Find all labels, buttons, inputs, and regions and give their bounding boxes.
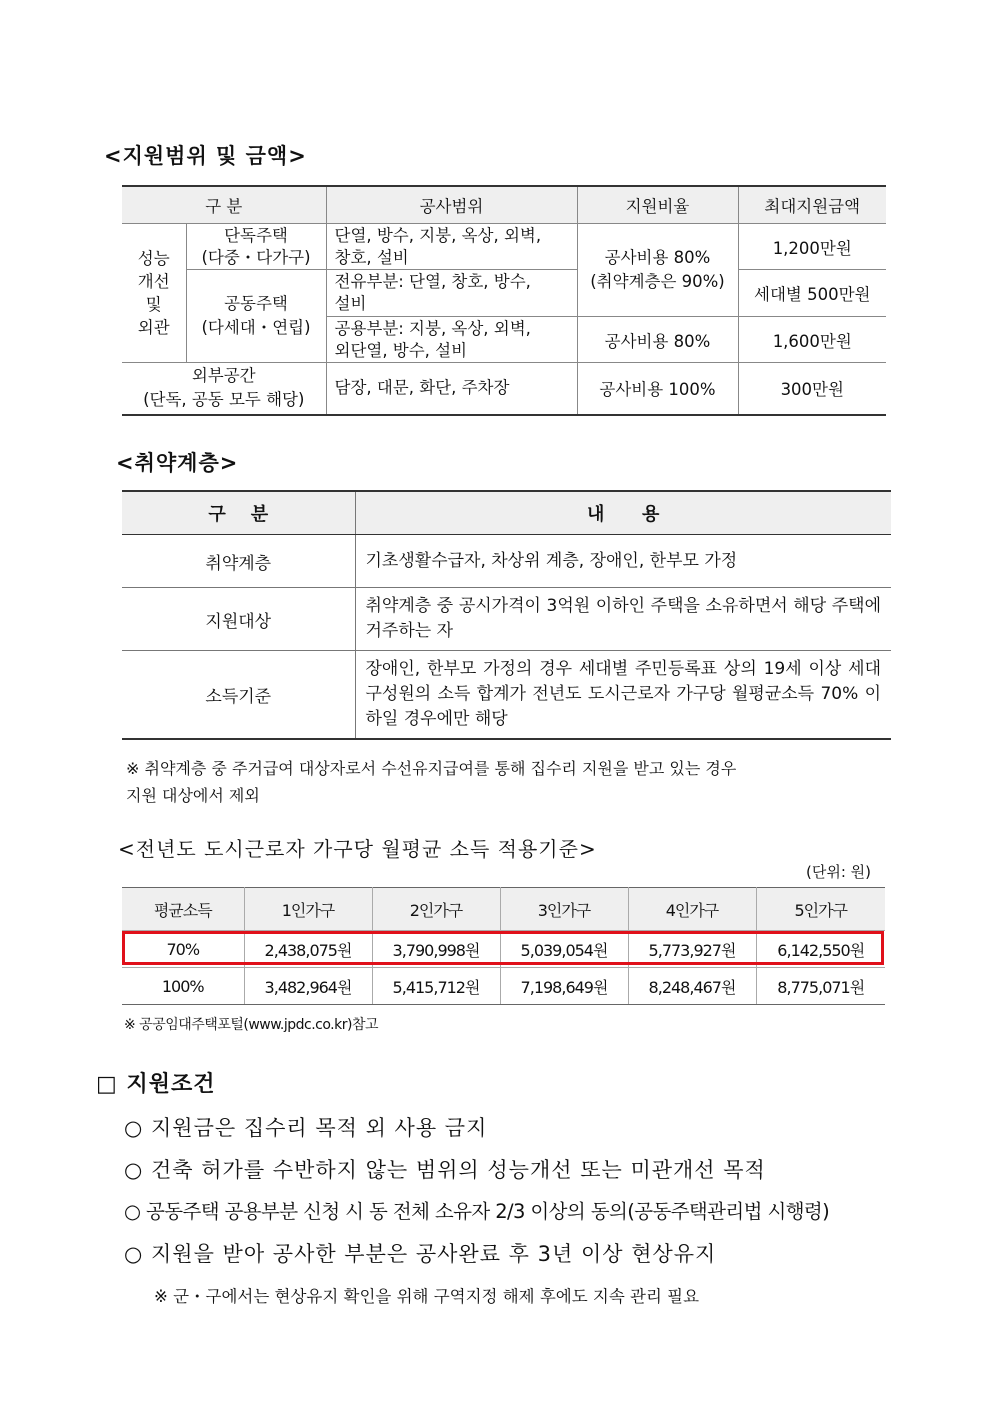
exterior-type: 외부공간 (단독, 공동 모두 해당) (122, 363, 326, 415)
condition-item: ○ 지원을 받아 공사한 부분은 공사완료 후 3년 이상 현상유지 (124, 1242, 717, 1266)
exterior-scope: 담장, 대문, 화단, 주차장 (326, 363, 577, 415)
apartment-type: 공동주택 (다세대・연립) (186, 270, 326, 363)
row-content: 장애인, 한부모 가정의 경우 세대별 주민등록표 상의 19세 이상 세대 구성원의 소득 합계가 전년도 도시근로자 가구당 월평균소득 70% 이하일 경우에만 해당 (355, 651, 891, 739)
private-scope: 전유부분: 단열, 창호, 방수, 설비 (326, 270, 577, 317)
vulnerable-table (122, 490, 891, 740)
support-scope-table (122, 185, 886, 416)
table-cell: 8,248,467원 (628, 968, 756, 1005)
table-cell: 70% (122, 931, 244, 968)
private-max: 세대별 500만원 (738, 270, 886, 317)
header-cell: 평균소득 (122, 888, 244, 931)
table-header-row (122, 491, 891, 535)
ratio-a: 공사비용 80% (취약계층은 90%) (577, 224, 738, 317)
header-cell: 3인가구 (500, 888, 628, 931)
header-content: 내 용 (355, 491, 891, 535)
table-cell: 7,198,649원 (500, 968, 628, 1005)
header-cell: 1인가구 (244, 888, 372, 931)
section-title-income: <전년도 도시근로자 가구당 월평균 소득 적용기준> (118, 837, 597, 861)
header-ratio: 지원비율 (577, 186, 738, 224)
table-cell: 3,482,964원 (244, 968, 372, 1005)
group-label: 성능 개선 및 외관 (122, 224, 186, 363)
table-cell: 5,039,054원 (500, 931, 628, 968)
table-row (122, 270, 886, 317)
ratio-b: 공사비용 80% (577, 317, 738, 363)
condition-subnote: ※ 군・구에서는 현상유지 확인을 위해 구역지정 해제 후에도 지속 관리 필요 (154, 1287, 700, 1306)
header-scope: 공사범위 (326, 186, 577, 224)
common-max: 1,600만원 (738, 317, 886, 363)
row-label: 지원대상 (122, 588, 355, 651)
table-cell: 2,438,075원 (244, 931, 372, 968)
table-header-row (122, 888, 885, 931)
row-label: 취약계층 (122, 535, 355, 588)
ratio-c: 공사비용 100% (577, 363, 738, 415)
table-row (122, 968, 885, 1005)
table-row (122, 224, 886, 270)
detached-house-type: 단독주택 (다중・다가구) (186, 224, 326, 270)
detached-max: 1,200만원 (738, 224, 886, 270)
table-header-row (122, 186, 886, 224)
row-content: 기초생활수급자, 차상위 계층, 장애인, 한부모 가정 (355, 535, 891, 588)
section-title-conditions: □ 지원조건 (96, 1072, 216, 1097)
table-row (122, 363, 886, 415)
table-row (122, 588, 891, 651)
header-max-amount: 최대지원금액 (738, 186, 886, 224)
unit-label: (단위: 원) (806, 863, 871, 881)
table-cell: 100% (122, 968, 244, 1005)
source-note: ※ 공공임대주택포털(www.jpdc.co.kr)참고 (124, 1017, 379, 1033)
table-cell: 5,773,927원 (628, 931, 756, 968)
condition-item: ○ 건축 허가를 수반하지 않는 범위의 성능개선 또는 미관개선 목적 (124, 1158, 766, 1182)
header-cell: 5인가구 (756, 888, 885, 931)
row-label: 소득기준 (122, 651, 355, 739)
header-category: 구 분 (122, 186, 326, 224)
vulnerable-note: ※ 취약계층 중 주거급여 대상자로서 수선유지급여를 통해 집수리 지원을 받고 있는 경우 지원 대상에서 제외 (126, 759, 737, 805)
header-cell: 2인가구 (372, 888, 500, 931)
table-cell: 6,142,550원 (756, 931, 885, 968)
table-row (122, 535, 891, 588)
table-cell: 3,790,998원 (372, 931, 500, 968)
condition-item: ○ 지원금은 집수리 목적 외 사용 금지 (124, 1116, 488, 1140)
table-row (122, 651, 891, 739)
header-cell: 4인가구 (628, 888, 756, 931)
highlight-box (122, 931, 884, 965)
detached-scope: 단열, 방수, 지붕, 옥상, 외벽, 창호, 설비 (326, 224, 577, 270)
common-scope: 공용부분: 지붕, 옥상, 외벽, 외단열, 방수, 설비 (326, 317, 577, 363)
row-content: 취약계층 중 공시가격이 3억원 이하인 주택을 소유하면서 해당 주택에 거주하는 자 (355, 588, 891, 651)
exterior-max: 300만원 (738, 363, 886, 415)
header-category: 구 분 (122, 491, 355, 535)
section-title-vulnerable: <취약계층> (116, 451, 239, 475)
section-title-support-scope: <지원범위 및 금액> (104, 144, 307, 168)
table-cell: 8,775,071원 (756, 968, 885, 1005)
table-cell: 5,415,712원 (372, 968, 500, 1005)
condition-item: ○ 공동주택 공용부분 신청 시 동 전체 소유자 2/3 이상의 동의(공동주택관리법 시행령) (124, 1200, 830, 1223)
